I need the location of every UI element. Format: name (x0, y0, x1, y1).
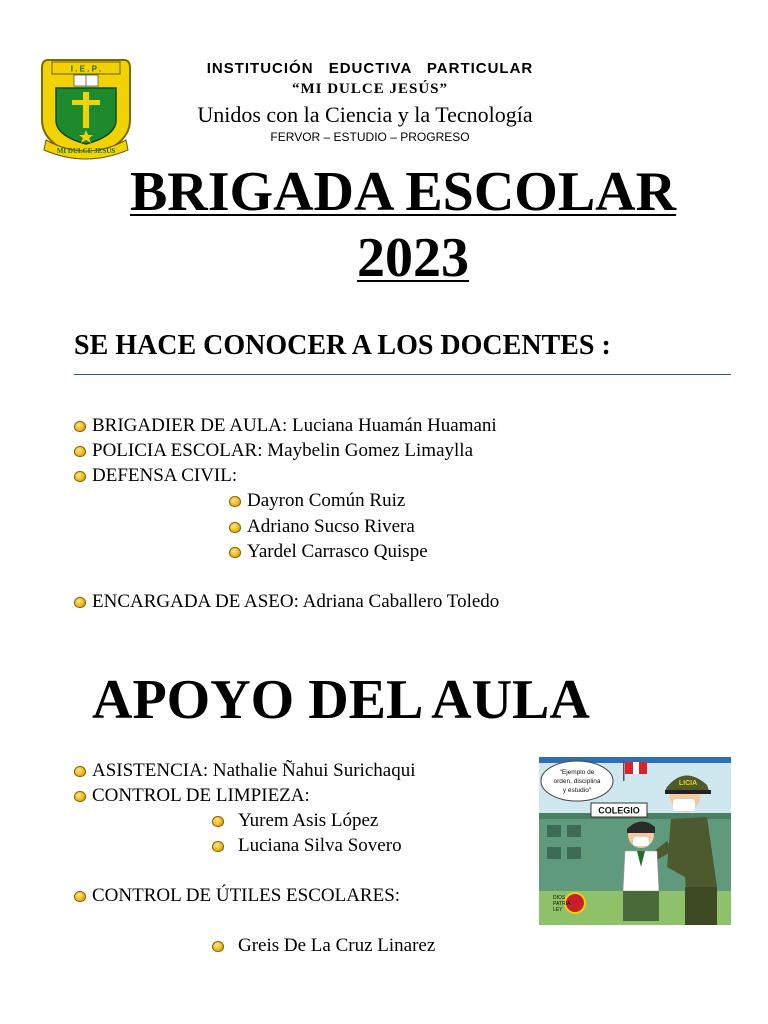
divider (74, 374, 731, 375)
bullet-icon (74, 891, 86, 902)
school-values: FERVOR – ESTUDIO – PROGRESO (270, 130, 470, 144)
bullet-icon (74, 421, 86, 432)
badge-text-1: DIOS (553, 895, 566, 901)
bullet-icon (212, 841, 224, 852)
crest-bottom-text: MI DULCE JESÚS (56, 147, 116, 155)
badge-text-3: LEY (553, 907, 563, 913)
section-title-apoyo: APOYO DEL AULA (92, 669, 590, 731)
list-item: DEFENSA CIVIL: (74, 465, 237, 487)
bullet-icon (74, 471, 86, 482)
list-item: Greis De La Cruz Linarez (212, 935, 435, 957)
section-subtitle: SE HACE CONOCER A LOS DOCENTES : (74, 330, 611, 361)
bullet-icon (74, 446, 86, 457)
list-item: Yardel Carrasco Quispe (229, 541, 428, 563)
list-item: Luciana Silva Sovero (212, 835, 402, 857)
list-item: Dayron Común Ruiz (229, 490, 405, 512)
bullet-icon (74, 791, 86, 802)
main-title-year: 2023 (357, 227, 469, 289)
badge-text-2: PATRIA (553, 901, 571, 907)
school-motto: Unidos con la Ciencia y la Tecnología (197, 102, 533, 127)
list-item: Yurem Asis López (212, 810, 378, 832)
school-name: “MI DULCE JESÚS” (291, 81, 449, 97)
list-item: CONTROL DE LIMPIEZA: (74, 785, 310, 807)
bullet-icon (74, 766, 86, 777)
bullet-icon (229, 547, 241, 558)
bullet-icon (74, 597, 86, 608)
institution-type: INSTITUCIÓN EDUCTIVA PARTICULAR (206, 60, 534, 77)
main-title: BRIGADA ESCOLAR (129, 161, 677, 223)
officer-cap-text: LICIA (678, 780, 698, 787)
list-item: Adriano Sucso Rivera (229, 516, 415, 538)
building-sign: COLEGIO (598, 805, 640, 816)
school-police-illustration (539, 757, 731, 925)
bullet-icon (212, 816, 224, 827)
speech-line-3: y estudio" (562, 787, 592, 794)
bullet-icon (229, 522, 241, 533)
bullet-icon (229, 496, 241, 507)
list-item: ASISTENCIA: Nathalie Ñahui Surichaqui (74, 760, 415, 782)
list-item: ENCARGADA DE ASEO: Adriana Caballero Toledo (74, 591, 499, 613)
list-item: BRIGADIER DE AULA: Luciana Huamán Huamani (74, 415, 497, 437)
speech-line-2: orden, disciplina (553, 778, 601, 785)
list-item: CONTROL DE ÚTILES ESCOLARES: (74, 885, 400, 907)
bullet-icon (212, 941, 224, 952)
crest-top-text: I . E . P . (70, 64, 102, 74)
speech-line-1: "Ejemplo de (559, 769, 595, 776)
list-item: POLICIA ESCOLAR: Maybelin Gomez Limaylla (74, 440, 473, 462)
